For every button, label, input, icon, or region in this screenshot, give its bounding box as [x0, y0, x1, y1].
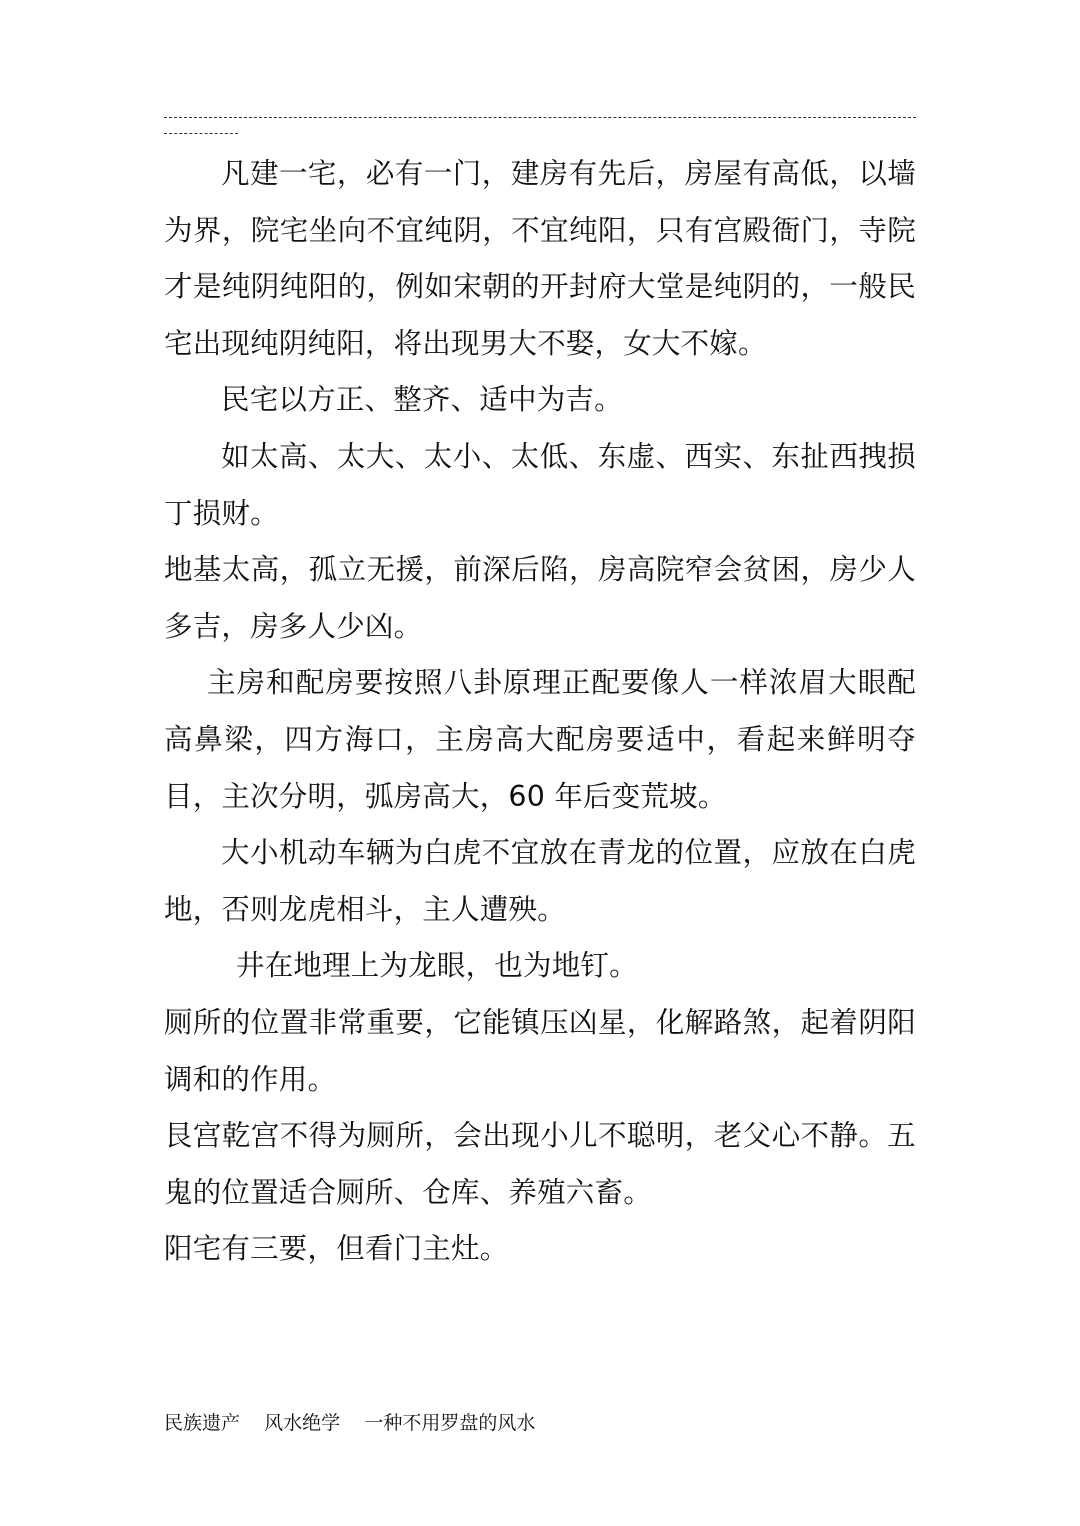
dashed-rule-top	[164, 117, 916, 118]
paragraph-7: 井在地理上为龙眼，也为地钉。	[236, 949, 638, 983]
page-footer: 民族遗产 风水绝学 一种不用罗盘的风水	[164, 1412, 536, 1434]
paragraph-3: 如太高、太大、太小、太低、东虚、西实、东扯西拽损丁损财。	[164, 439, 916, 530]
paragraph-4: 地基太高，孤立无援，前深后陷，房高院窄会贫困，房少人多吉，房多人少凶。	[164, 553, 916, 643]
dashed-rule-continuation	[164, 133, 238, 134]
document-body	[164, 146, 916, 1278]
paragraph-2: 民宅以方正、整齐、适中为吉。	[221, 383, 623, 417]
paragraph-5: 主房和配房要按照八卦原理正配要像人一样浓眉大眼配高鼻梁，四方海口，主房高大配房要适中，看起来鲜明夺目，主次分明，弧房高大，60 年后变荒坡。	[164, 666, 916, 813]
paragraph-9: 艮宫乾宫不得为厕所，会出现小儿不聪明，老父心不静。五鬼的位置适合厕所、仓库、养殖六畜。	[164, 1119, 916, 1209]
paragraph-6: 大小机动车辆为白虎不宜放在青龙的位置，应放在白虎地，否则龙虎相斗，主人遭殃。	[164, 836, 916, 926]
paragraph-8: 厕所的位置非常重要，它能镇压凶星，化解路煞，起着阴阳调和的作用。	[164, 1005, 916, 1096]
paragraph-1: 凡建一宅，必有一门，建房有先后，房屋有高低，以墙为界，院宅坐向不宜纯阴，不宜纯阳，只有宫殿衙门，寺院才是纯阴纯阳的，例如宋朝的开封府大堂是纯阴的，一般民宅出现纯阴纯阳，将出现男大不娶，女大不嫁。	[164, 157, 916, 360]
paragraph-10: 阳宅有三要，但看门主灶。	[164, 1232, 509, 1266]
